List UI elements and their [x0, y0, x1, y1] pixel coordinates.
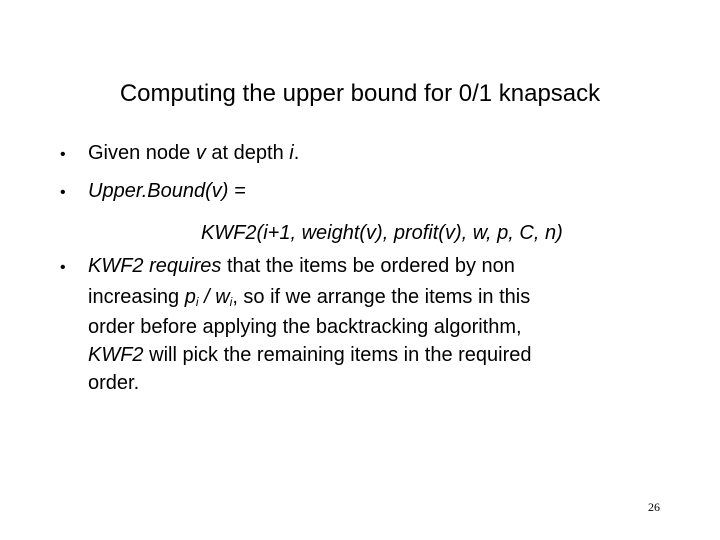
- bullet-kwf2-line2: [88, 283, 530, 316]
- bullet2-text: Upper.Bound(v) =: [88, 180, 246, 202]
- bullet-marker: •: [60, 146, 66, 163]
- slide-title: Computing the upper bound for 0/1 knapsack: [119, 80, 601, 107]
- bullet-upper-bound-formula: [201, 219, 563, 247]
- bullet3-line1-rest: that the items be ordered by non: [221, 255, 515, 277]
- bullet1-var-v: v: [195, 142, 206, 164]
- bullet3-w: w: [215, 286, 230, 308]
- bullet-kwf2-line1: [88, 252, 515, 280]
- bullet3-line4-rest: will pick the remaining items in the required: [143, 344, 532, 366]
- bullet3-kwf2: KWF2: [88, 255, 144, 277]
- bullet3-sub-i: i: [195, 295, 199, 309]
- bullet1-middle: at depth: [205, 142, 290, 164]
- page-number: 26: [648, 500, 660, 514]
- bullet-given-node: [88, 139, 299, 167]
- bullet3-sub-i2: i: [229, 295, 233, 309]
- bullet1-var-i: i: [289, 142, 294, 164]
- bullet3-p: p: [184, 286, 196, 308]
- bullet-marker: •: [60, 259, 66, 276]
- bullet-upper-bound: [88, 177, 246, 205]
- bullet3-slash: /: [198, 286, 216, 308]
- bullet1-prefix: Given node: [88, 142, 196, 164]
- bullet2-continuation: KWF2(i+1, weight(v), profit(v), w, p, C, n): [201, 222, 563, 244]
- bullet1-suffix: .: [293, 142, 300, 164]
- bullet-kwf2-line5: order.: [88, 372, 140, 394]
- bullet3-line2-a: increasing: [88, 286, 185, 308]
- bullet-kwf2-line4: [88, 341, 532, 369]
- bullet-marker: •: [60, 184, 66, 201]
- bullet3-requires: requires: [149, 255, 222, 277]
- bullet-kwf2-line3: order before applying the backtracking algorithm,: [88, 316, 522, 338]
- bullet3-line2-b: , so if we arrange the items in this: [232, 286, 531, 308]
- bullet3-line4-kwf2: KWF2: [88, 344, 144, 366]
